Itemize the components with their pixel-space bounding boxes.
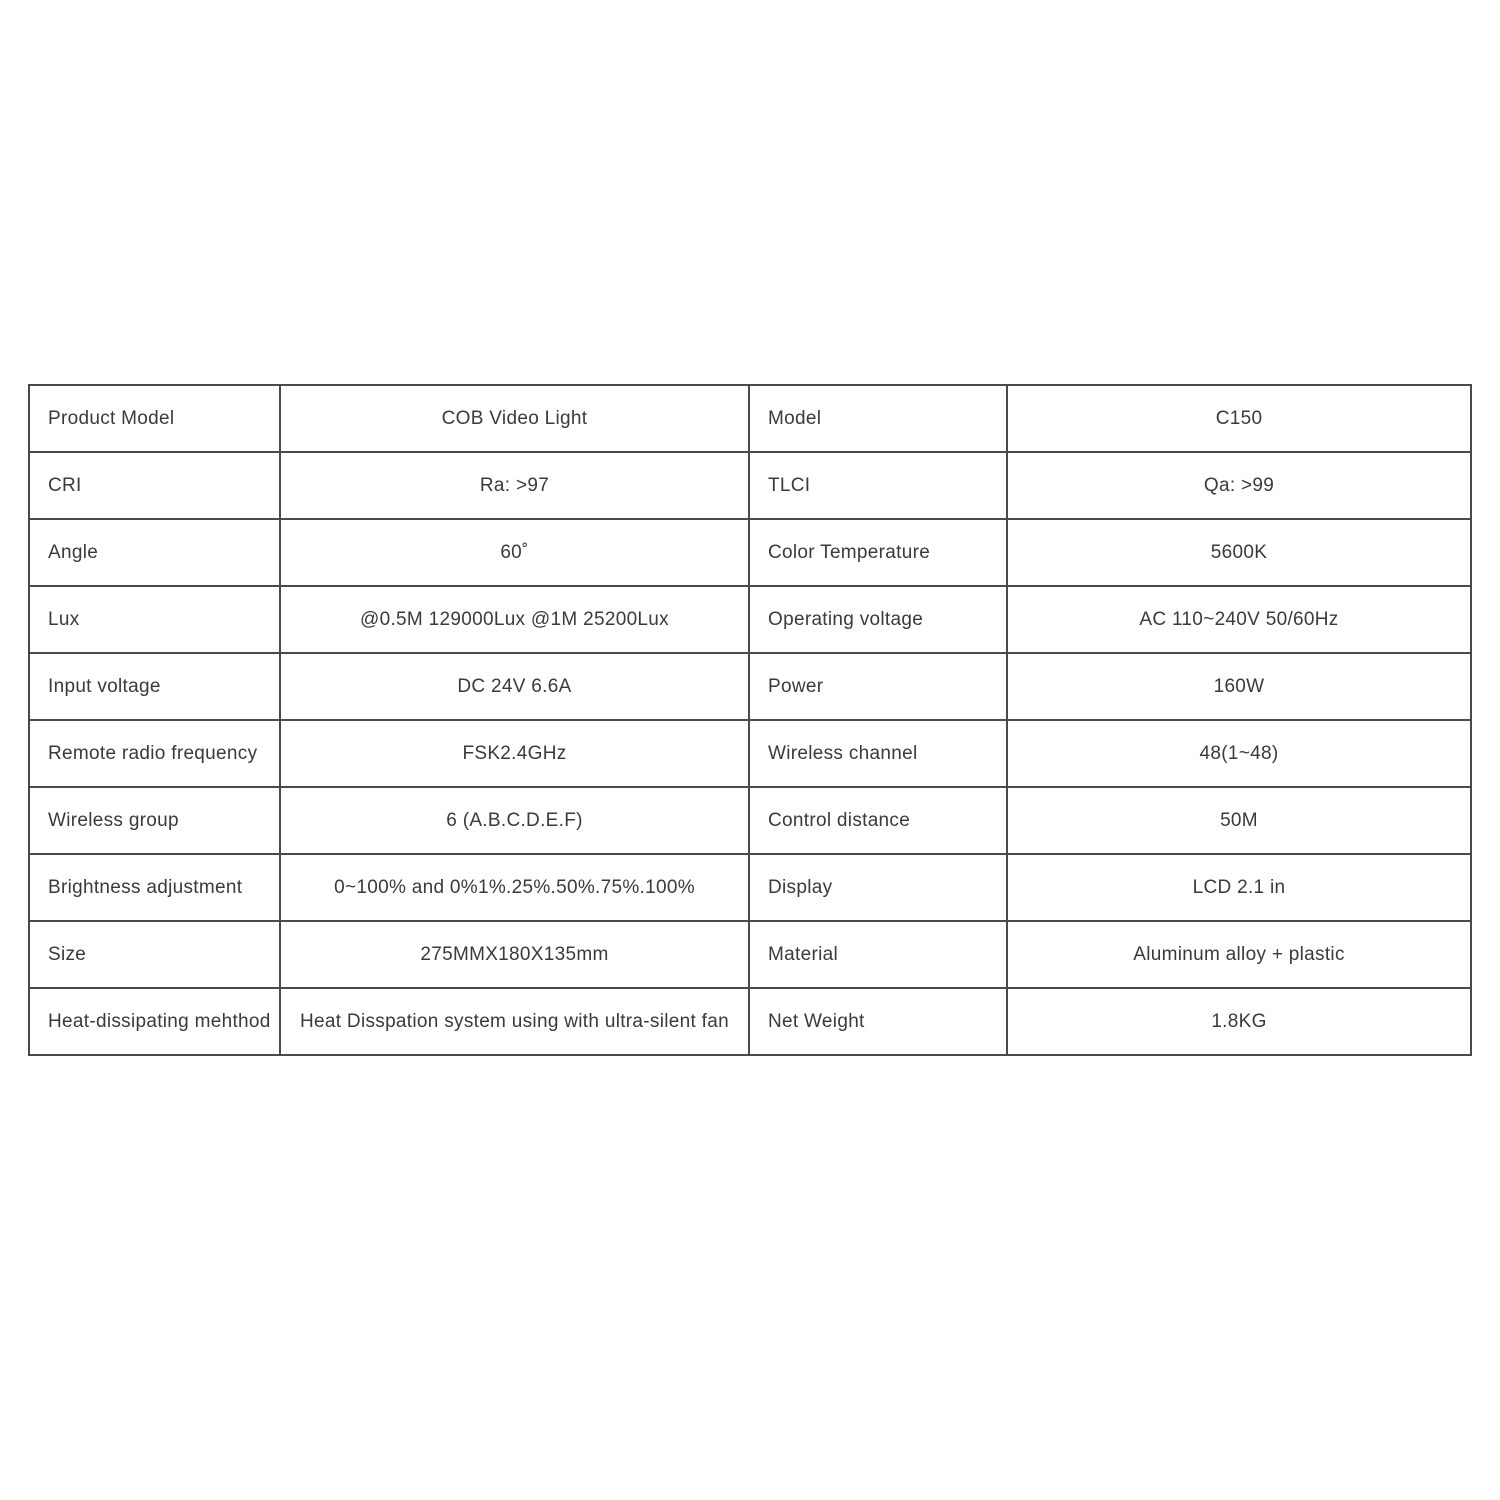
spec-value: 60˚ [280, 519, 749, 586]
spec-label: TLCI [749, 452, 1007, 519]
spec-value: 160W [1007, 653, 1471, 720]
spec-value: 275MMX180X135mm [280, 921, 749, 988]
spec-value: @0.5M 129000Lux @1M 25200Lux [280, 586, 749, 653]
spec-label: Power [749, 653, 1007, 720]
spec-label: Model [749, 385, 1007, 452]
spec-label: Net Weight [749, 988, 1007, 1055]
spec-value: 50M [1007, 787, 1471, 854]
spec-value: C150 [1007, 385, 1471, 452]
spec-value: 6 (A.B.C.D.E.F) [280, 787, 749, 854]
table-row [29, 787, 1471, 854]
table-row [29, 586, 1471, 653]
table-row [29, 988, 1471, 1055]
spec-label: CRI [29, 452, 280, 519]
spec-label: Wireless group [29, 787, 280, 854]
spec-label: Size [29, 921, 280, 988]
table-row [29, 921, 1471, 988]
spec-label: Operating voltage [749, 586, 1007, 653]
spec-value: 5600K [1007, 519, 1471, 586]
spec-value: COB Video Light [280, 385, 749, 452]
table-row [29, 452, 1471, 519]
spec-value: LCD 2.1 in [1007, 854, 1471, 921]
spec-value: Ra: >97 [280, 452, 749, 519]
spec-value: Aluminum alloy + plastic [1007, 921, 1471, 988]
spec-value: Heat Disspation system using with ultra-silent fan [280, 988, 749, 1055]
spec-value: DC 24V 6.6A [280, 653, 749, 720]
spec-value: Qa: >99 [1007, 452, 1471, 519]
table-row [29, 653, 1471, 720]
spec-label: Material [749, 921, 1007, 988]
spec-label: Product Model [29, 385, 280, 452]
table-row [29, 519, 1471, 586]
spec-label: Display [749, 854, 1007, 921]
table-row [29, 720, 1471, 787]
spec-label: Remote radio frequency [29, 720, 280, 787]
table-row [29, 854, 1471, 921]
spec-label: Angle [29, 519, 280, 586]
spec-label: Lux [29, 586, 280, 653]
spec-label: Input voltage [29, 653, 280, 720]
spec-table [28, 384, 1472, 1056]
spec-value: AC 110~240V 50/60Hz [1007, 586, 1471, 653]
spec-value: FSK2.4GHz [280, 720, 749, 787]
spec-label: Control distance [749, 787, 1007, 854]
spec-value: 1.8KG [1007, 988, 1471, 1055]
spec-label: Heat-dissipating mehthod [29, 988, 280, 1055]
spec-value: 0~100% and 0%1%.25%.50%.75%.100% [280, 854, 749, 921]
table-row [29, 385, 1471, 452]
spec-label: Brightness adjustment [29, 854, 280, 921]
spec-label: Color Temperature [749, 519, 1007, 586]
spec-value: 48(1~48) [1007, 720, 1471, 787]
spec-label: Wireless channel [749, 720, 1007, 787]
